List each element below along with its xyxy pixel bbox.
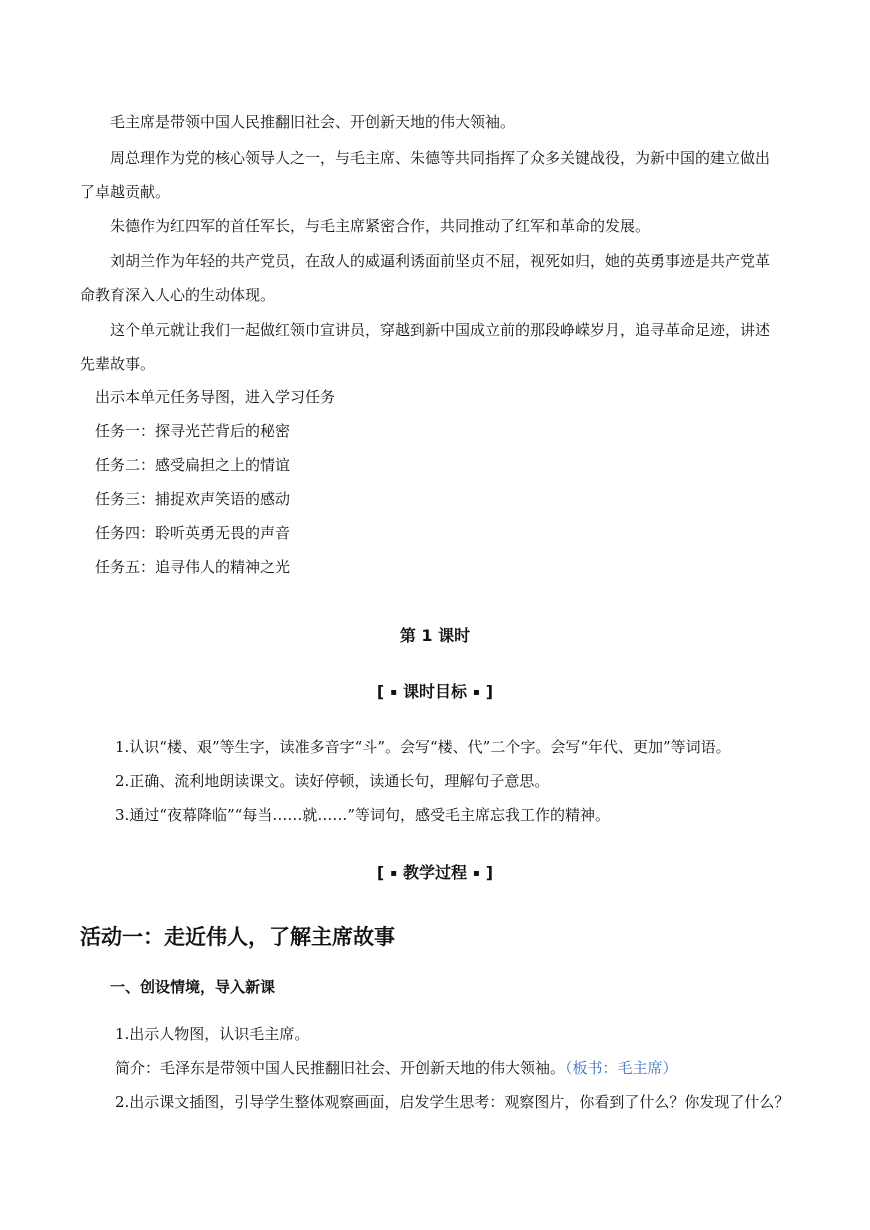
- bullet-icon: ▪: [473, 686, 480, 698]
- intro-paragraph-liuhulan: 刘胡兰作为年轻的共产党员，在敌人的威逼利诱面前坚贞不屈，视死如归，她的英勇事迹是共产党革: [110, 252, 771, 270]
- task-item: 任务一：探寻光芒背后的秘密: [95, 422, 291, 440]
- section-objectives-heading: [0, 681, 870, 704]
- intro-paragraph-unit: 这个单元就让我们一起做红领巾宣讲员，穿越到新中国成立前的那段峥嵘岁月，追寻革命足迹，讲述: [110, 321, 771, 339]
- bracket-open: [: [376, 863, 385, 882]
- task-item: 任务五：追寻伟人的精神之光: [95, 558, 291, 576]
- board-note: （板书：毛主席）: [565, 1059, 678, 1077]
- lesson-title: 第 1 课时: [399, 626, 471, 645]
- intro-paragraph-unit-cont: 先辈故事。: [80, 355, 156, 373]
- intro-paragraph-liuhulan-cont: 命教育深入人心的生动体现。: [80, 286, 276, 304]
- task-item: 任务四：聆听英勇无畏的声音: [95, 524, 291, 542]
- section-label-text: 课时目标: [402, 682, 467, 701]
- section-label-text: 教学过程: [402, 863, 467, 882]
- intro-text: 简介：毛泽东是带领中国人民推翻旧社会、开创新天地的伟大领袖。: [115, 1059, 566, 1077]
- bracket-close: ]: [485, 863, 494, 882]
- bracket-close: ]: [485, 682, 494, 701]
- intro-paragraph-zhou: 周总理作为党的核心领导人之一，与毛主席、朱德等共同指挥了众多关键战役，为新中国的建立做出: [110, 149, 771, 167]
- task-item: 任务二：感受扁担之上的情谊: [95, 456, 291, 474]
- section-process-heading: [0, 862, 870, 885]
- objective-item: 2.正确、流利地朗读课文。读好停顿，读通长句，理解句子意思。: [115, 772, 550, 790]
- bullet-icon: ▪: [390, 686, 397, 698]
- bracket-open: [: [376, 682, 385, 701]
- objective-item: 1.认识“楼、艰”等生字，读准多音字“斗”。会写“楼、代”二个字。会写“年代、更加”等词语。: [115, 738, 731, 756]
- bullet-icon: ▪: [390, 867, 397, 879]
- intro-paragraph-zhude: 朱德作为红四军的首任军长，与毛主席紧密合作，共同推动了红军和革命的发展。: [110, 217, 651, 235]
- intro-paragraph-zhou-cont: 了卓越贡献。: [80, 183, 171, 201]
- intro-paragraph-mao: 毛主席是带领中国人民推翻旧社会、开创新天地的伟大领袖。: [110, 113, 516, 131]
- step-item: 2.出示课文插图，引导学生整体观察画面，启发学生思考：观察图片，你看到了什么？你发现了什么？: [115, 1093, 790, 1111]
- step-item: 1.出示人物图，认识毛主席。: [115, 1025, 310, 1043]
- objective-item: 3.通过“夜幕降临”“每当……就……”等词句，感受毛主席忘我工作的精神。: [115, 806, 610, 824]
- bullet-icon: ▪: [473, 867, 480, 879]
- step-intro: [115, 1058, 678, 1078]
- task-intro: 出示本单元任务导图，进入学习任务: [95, 388, 336, 406]
- activity-heading: 活动一：走近伟人，了解主席故事: [80, 925, 395, 949]
- task-item: 任务三：捕捉欢声笑语的感动: [95, 490, 291, 508]
- subheading: 一、创设情境，导入新课: [110, 978, 276, 996]
